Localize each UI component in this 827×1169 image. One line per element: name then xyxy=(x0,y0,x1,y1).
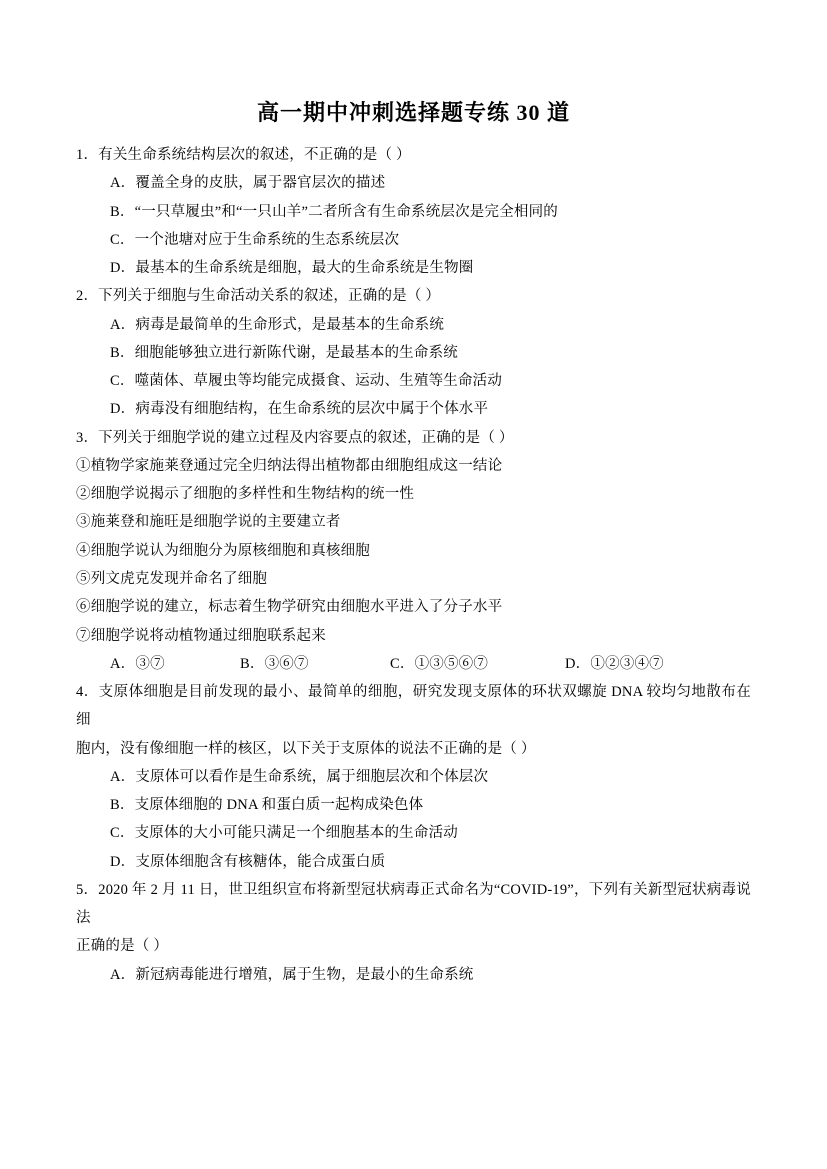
option-c[interactable]: C．噬菌体、草履虫等均能完成摄食、运动、生殖等生命活动 xyxy=(110,373,503,390)
option-b[interactable]: B．“一只草履虫”和“一只山羊”二者所含有生命系统层次是完全相同的 xyxy=(110,203,559,220)
page-title: 高一期中冲刺选择题专练 30 道 xyxy=(256,100,570,125)
question-1 xyxy=(76,141,751,282)
question-stem-line-1: 4．支原体细胞是目前发现的最小、最简单的细胞，研究发现支原体的环状双螺旋 DNA 较均匀地散布在细 xyxy=(76,684,751,729)
question-stem: 2．下列关于细胞与生命活动关系的叙述，正确的是（ ） xyxy=(76,288,441,305)
question-4 xyxy=(76,678,751,876)
statement-2: ②细胞学说揭示了细胞的多样性和生物结构的统一性 xyxy=(76,486,415,503)
option-b[interactable]: B．支原体细胞的 DNA 和蛋白质一起构成染色体 xyxy=(110,797,424,814)
statement-6: ⑥细胞学说的建立，标志着生物学研究由细胞水平进入了分子水平 xyxy=(76,599,503,616)
statement-7: ⑦细胞学说将动植物通过细胞联系起来 xyxy=(76,627,326,644)
option-d[interactable]: D．支原体细胞含有核糖体，能合成蛋白质 xyxy=(110,853,386,870)
option-a[interactable]: A．支原体可以看作是生命系统，属于细胞层次和个体层次 xyxy=(110,768,489,785)
option-a[interactable]: A．③⑦ xyxy=(110,655,165,672)
option-d[interactable]: D．最基本的生命系统是细胞，最大的生命系统是生物圈 xyxy=(110,260,474,277)
option-c[interactable]: C．一个池塘对应于生命系统的生态系统层次 xyxy=(110,231,400,248)
option-d[interactable]: D．病毒没有细胞结构，在生命系统的层次中属于个体水平 xyxy=(110,401,489,418)
statement-4: ④细胞学说认为细胞分为原核细胞和真核细胞 xyxy=(76,542,370,559)
question-stem-line-2: 胞内，没有像细胞一样的核区，以下关于支原体的说法不正确的是（ ） xyxy=(76,740,536,757)
statement-1: ①植物学家施莱登通过完全归纳法得出植物都由细胞组成这一结论 xyxy=(76,457,503,474)
option-a[interactable]: A．病毒是最简单的生命形式，是最基本的生命系统 xyxy=(110,316,445,333)
question-stem: 3．下列关于细胞学说的建立过程及内容要点的叙述，正确的是（ ） xyxy=(76,429,514,446)
option-b[interactable]: B．细胞能够独立进行新陈代谢，是最基本的生命系统 xyxy=(110,344,458,361)
question-stem-line-1: 5．2020 年 2 月 11 日，世卫组织宣布将新型冠状病毒正式命名为“COVID-19”，下列有关新型冠状病毒说法 xyxy=(76,881,751,927)
question-stem-line-2: 正确的是（ ） xyxy=(76,938,169,955)
question-5 xyxy=(76,876,751,989)
statement-5: ⑤列文虎克发现并命名了细胞 xyxy=(76,570,268,587)
question-2 xyxy=(76,282,751,423)
option-c[interactable]: C．支原体的大小可能只满足一个细胞基本的生命活动 xyxy=(110,825,458,842)
option-a[interactable]: A．覆盖全身的皮肤，属于器官层次的描述 xyxy=(110,175,386,192)
option-d[interactable]: D．①②③④⑦ xyxy=(565,655,664,672)
option-c[interactable]: C．①③⑤⑥⑦ xyxy=(390,655,489,672)
statement-3: ③施莱登和施旺是细胞学说的主要建立者 xyxy=(76,514,341,531)
question-stem: 1．有关生命系统结构层次的叙述，不正确的是（ ） xyxy=(76,147,411,163)
option-row xyxy=(76,650,751,678)
question-3 xyxy=(76,424,751,678)
option-a[interactable]: A．新冠病毒能进行增殖，属于生物，是最小的生命系统 xyxy=(110,966,474,983)
option-b[interactable]: B．③⑥⑦ xyxy=(240,655,309,672)
